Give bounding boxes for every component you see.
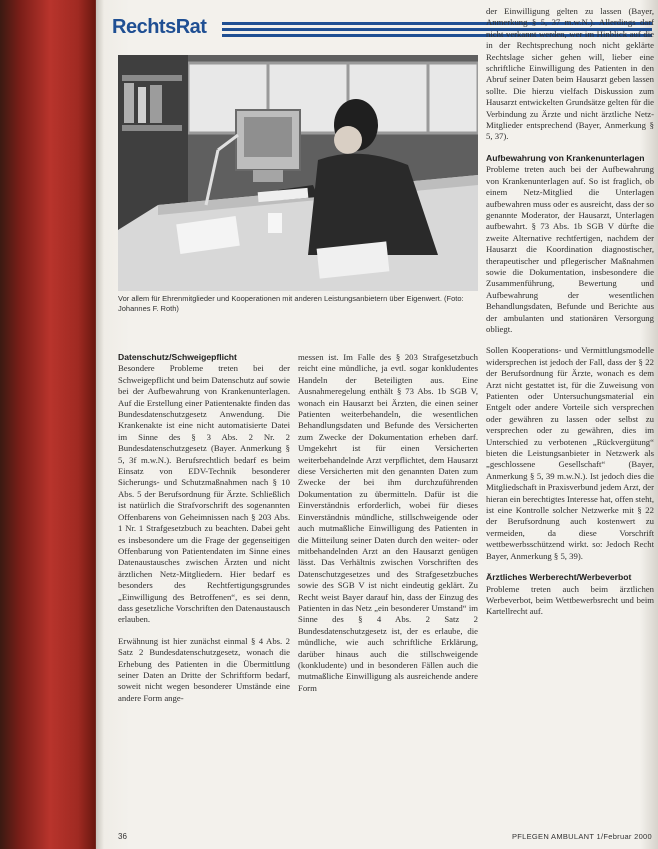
text-column-3 xyxy=(486,6,654,618)
paragraph: Sollen Kooperations- und Vermittlungsmodelle widersprechen ist jedoch der Fall, dass der § 22 der Berufsordnung für Ärzte, wonach es dem Arzt nicht gestattet ist, für die Zuweisung von Patienten oder Untersuchungsmaterial ein Entgelt oder andere Vorteile sich versprechen oder gewähren zu lassen oder selbst zu versprechen oder zu gewähren, dies im Unterschied zu verbotenen „Rückvergütung“ bieten die Leistungsanbieter in Netzwerk als „geschlossene Gesellschaft“ (Bayer, Anmerkung § 5, 39 m.w.N.). Ist jedoch dies die Mitgliedschaft in Praxisverbund jedem Arzt, der hieran ein berechtigtes Interesse hat, offen steht, ist eine Kontrolle solcher Netzwerke mit § 22 der Berufsordnung auch kostenwert zu vermeiden, da diese Vorschrift wettbewerbsschützend wirkt. so: Jedoch Recht Bayer, Anmerkung § 5, 39). xyxy=(486,345,654,561)
photo-caption: Vor allem für Ehrenmitglieder und Kooperationen mit anderen Leistungsanbietern über Eigenwert. (Foto: Johannes F. Roth) xyxy=(118,294,464,313)
page-gutter xyxy=(96,0,104,849)
paragraph: Besondere Probleme treten bei der Schweigepflicht und beim Datenschutz auf sowie bei der Aufbewahrung von Krankenunterlagen. Auf die Erstellung einer Patientenakte finden das Bundesdatenschutzgesetz Anwendung. Die Krankenakte ist eine nicht automatisierte Datei im Sinne des § 3 Abs. 2 Nr. 2 Bundesdatenschutzgesetz (Bayer. Anmerkung § 5, 3f m.w.N.). Berufsrechtlich bedarf es beim Einsatz von EDV-Technik besonderer Sicherungs- und Schutzmaßnahmen nach § 10 Abs. 5 der Berufsordnung für Ärzte. Schließlich ist natürlich die Strafvorschrift des sogenannten Offenbarens von Geheimnissen nach § 203 Abs. 1 Nr. 1 Strafgesetzbuch zu beachten. Dabei geht es insbesondere um die Frage der gegenseitigen Offenbarung von Patientendaten im Sinne eines Datenaustausches zwischen Ärzten und nicht ärztlichen Netz-Mitgliedern. Hier bedarf es besonders des Rechtfertigungsgrundes „Einwilligung des Betroffenen“, es sei denn, dass gesetzliche Vorschriften den Datenaustausch erlauben. xyxy=(118,363,291,625)
text-column-2 xyxy=(298,352,478,694)
journal-footer: PFLEGEN AMBULANT 1/Februar 2000 xyxy=(511,832,652,841)
paragraph: Probleme treten auch bei der Aufbewahrung von Krankenunterlagen auf. So ist fraglich, ob einem Netz-Mitglied die Unterlagen aufbewahren muss oder es ausreicht, dass der so genannte Moderator, der Hausarzt, Unterlagen aufbewahrt. § 73 Abs. 1b SGB V dürfte die zweite Alternative rechtfertigen, nachdem der Hausarzt die Koordination diagnostischer, therapeutischer und pflegerischer Maßnahmen sowie die Dokumentation, insbesondere die Zusammenführung, Bewertung und Aufbewahrung der wesentlichen Behandlungsdaten, Befunde und Berichte aus der ambulanten und stationären Versorgung obliegt. xyxy=(486,164,654,334)
subheading: Aufbewahrung von Krankenunterlagen xyxy=(486,152,645,163)
section-title: RechtsRat xyxy=(112,16,207,38)
paragraph-gap xyxy=(486,335,654,345)
paragraph-gap xyxy=(118,626,290,636)
paragraph: der Einwilligung gelten zu lassen (Bayer, Anmerkung § 5, 37 m.w.N.). Allerdings darf nicht verkannt werden, wer im Hinblick auf die in der Rechtsprechung noch nicht geklärte Rechtslage sicher gehen will, lieber eine schriftliche Einwilligung des Patienten in den Abruf seiner Daten beim Hausarzt geben lassen sollte. Die hierzu vielfach Diskussion zum Hausarzt entwickelten Grundsätze gelten für die Verbindung zu Ärzte und nicht ärztliche Netz-Mitglieder entsprechend (Bayer, Anmerkung § 5, 37). xyxy=(486,6,654,142)
paragraph-gap xyxy=(486,562,654,572)
paragraph: messen ist. Im Falle des § 203 Strafgesetzbuch reicht eine mündliche, ja evtl. sogar konkludentes Handeln der Beteiligten aus. Eine Ausnahmeregelung enthält § 73 Abs. 1b SGB V, wonach ein Hausarzt bei Ärzten, die einen seiner Patienten weiterbehandeln, die wesentlichen Behandlungsdaten und Befunde des Versicherten zum Zwecke der Dokumentation erheben darf. Umgekehrt ist für einen Versicherten weiterbehandelnde Arzt verpflichtet, dem Hausarzt diese Versicherten mit den genannten Daten zum Zwecke der bei ihm durchzuführenden Dokumentation zu übermitteln. Dafür ist die Einverständnis erforderlich, wobei für dieses Einverständnis mündliche, stillschweigende oder auch mutmaßliche Einwilligung des Patienten in die Mitteilung seiner Daten durch den weiter- oder mitbehandelnden Arzt an den Hausarzt genügen lässt. Das Verhältnis zwischen Vorschriften des Datenschutzgesetzes und des Strafgesetzbuches sowie des SGB V ist nicht eindeutig geklärt. Zu Recht weist Bayer darauf hin, dass der Einzug des Patienten in das Netz „ein besonderer Umstand“ im Sinne des § 4 Abs. 2 Satz 2 Bundesdatenschutzgesetz ist, der es erlaube, die mündliche, wie auch schriftliche Erklärung, darüber hinaus auch die stillschweigende (konkludente) und in besonderen Fällen auch die mutmaßliche Einwilligung als ausreichende andere Form xyxy=(298,352,478,693)
magazine-page xyxy=(104,0,658,849)
text-column-1 xyxy=(118,352,290,704)
paragraph-gap xyxy=(486,143,654,153)
page-number: 36 xyxy=(118,832,127,841)
office-photo xyxy=(118,55,478,291)
subheading: Ärztliches Werberecht/Werbeverbot xyxy=(486,572,632,583)
subheading: Datenschutz/Schweigepflicht xyxy=(118,352,237,362)
paragraph: Probleme treten auch beim ärztlichen Werbeverbot, beim Wettbewerbsrecht und beim Kartellrecht auf. xyxy=(486,583,654,617)
paragraph: Erwähnung ist hier zunächst einmal § 4 Abs. 2 Satz 2 Bundesdatenschutzgesetz, wonach die Erhebung des Patienten in die Übermittlung seiner Daten an Dritte der Schriftform bedarf, soweit nicht wegen besonderer Umstände eine andere Form ange- xyxy=(118,635,290,703)
